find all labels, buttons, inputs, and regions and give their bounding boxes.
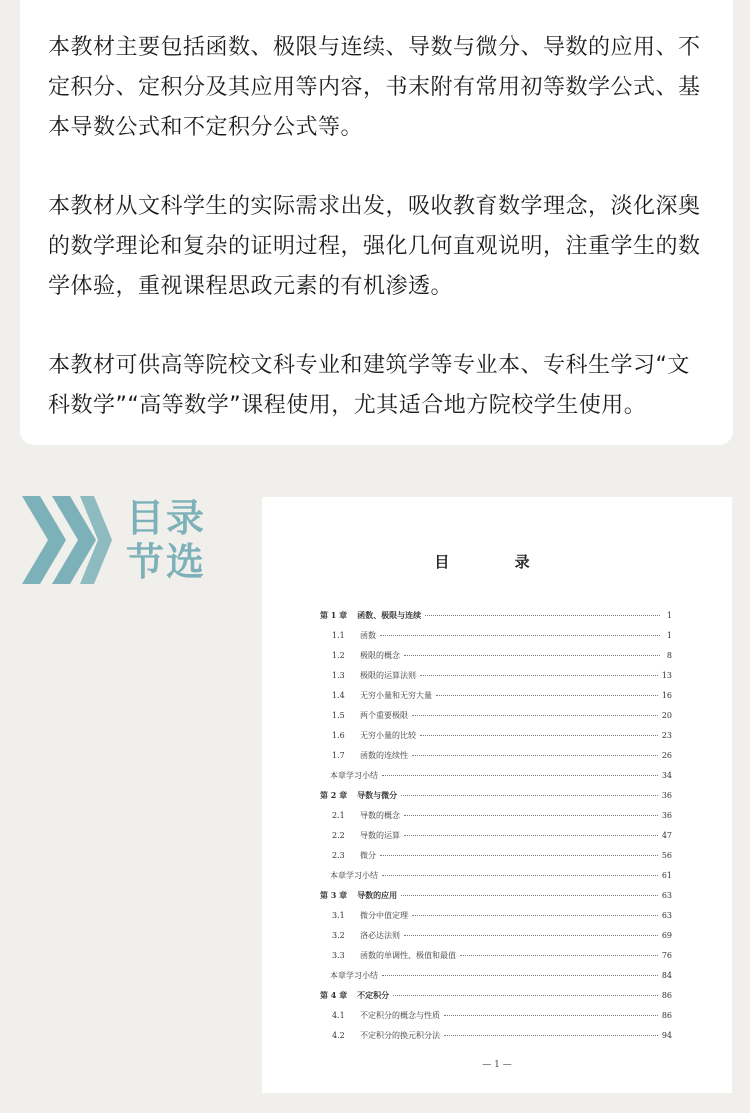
toc-page	[262, 497, 732, 1093]
toc-entry-number: 第 2 章	[320, 790, 348, 800]
toc-entry-page: 84	[661, 971, 672, 980]
toc-entry-title: 不定积分的换元积分法	[360, 1031, 440, 1040]
toc-entry-section	[320, 830, 672, 850]
toc-heading: 目 录	[434, 553, 560, 571]
toc-entry-number: 第 3 章	[320, 890, 348, 900]
toc-entry-number: 4.2	[332, 1031, 345, 1040]
toc-entry-page: 94	[661, 1031, 672, 1040]
dot-leader	[401, 795, 658, 796]
toc-entry-section	[320, 910, 672, 930]
section-header	[22, 496, 232, 586]
toc-entry-number: 1.6	[332, 731, 345, 740]
toc-entry-chapter	[320, 610, 672, 630]
toc-entry-section	[320, 650, 672, 670]
dot-leader	[404, 655, 660, 656]
dot-leader	[404, 935, 658, 936]
toc-entry-page: 76	[661, 951, 672, 960]
toc-entry-section	[320, 670, 672, 690]
toc-entry-section	[320, 750, 672, 770]
toc-entry-page: 63	[661, 911, 672, 920]
toc-entry-section	[320, 1030, 672, 1050]
toc-entry-number: 第 4 章	[320, 990, 348, 1000]
dot-leader	[393, 995, 658, 996]
dot-leader	[444, 1035, 658, 1036]
toc-entry-title: 微分	[360, 851, 376, 860]
toc-entry-section	[320, 1010, 672, 1030]
dot-leader	[404, 835, 658, 836]
page-number: — 1 —	[482, 1060, 512, 1070]
toc-entry-number: 4.1	[332, 1011, 345, 1020]
toc-entry-number: 3.2	[332, 931, 345, 940]
toc-entry-page: 34	[661, 771, 672, 780]
dot-leader	[380, 635, 660, 636]
toc-entry-number: 2.3	[332, 851, 345, 860]
toc-list	[320, 610, 672, 1050]
toc-entry-number: 1.2	[332, 651, 345, 660]
toc-entry-page: 26	[661, 751, 672, 760]
toc-entry-section	[320, 710, 672, 730]
toc-entry-page: 86	[661, 1011, 672, 1020]
dot-leader	[412, 755, 658, 756]
toc-entry-section	[320, 930, 672, 950]
dot-leader	[444, 1015, 658, 1016]
dot-leader	[380, 855, 658, 856]
toc-entry-chapter	[320, 990, 672, 1010]
toc-entry-section	[320, 730, 672, 750]
toc-entry-number: 1.7	[332, 751, 345, 760]
toc-entry-title: 无穷小量的比较	[360, 731, 416, 740]
toc-entry-page: 61	[661, 871, 672, 880]
toc-entry-number: 1.1	[332, 631, 345, 640]
intro-paragraph: 本教材可供高等院校文科专业和建筑学等专业本、专科生学习“文科数学”“高等数学”课程使用，尤其适合地方院校学生使用。	[48, 353, 690, 418]
toc-entry-chapter	[320, 790, 672, 810]
dot-leader	[404, 815, 658, 816]
toc-entry-section	[320, 810, 672, 830]
dot-leader	[420, 675, 658, 676]
toc-entry-title: 导数的应用	[357, 890, 398, 900]
dot-leader	[401, 895, 658, 896]
toc-entry-number: 3.3	[332, 951, 345, 960]
dot-leader	[460, 955, 658, 956]
toc-entry-page: 69	[661, 931, 672, 940]
toc-entry-page: 23	[661, 731, 672, 740]
dot-leader	[412, 715, 658, 716]
toc-entry-title: 本章学习小结	[330, 871, 378, 880]
section-title-line: 目录	[126, 496, 207, 540]
toc-entry-section	[320, 950, 672, 970]
toc-entry-chapter	[320, 890, 672, 910]
toc-entry-title: 导数的运算	[360, 831, 400, 840]
dot-leader	[412, 915, 658, 916]
toc-entry-page: 1	[666, 631, 672, 640]
toc-entry-summary	[320, 770, 672, 790]
intro-card	[20, 0, 733, 445]
chevron-arrows-icon	[22, 496, 112, 584]
toc-entry-number: 第 1 章	[320, 610, 348, 620]
dot-leader	[382, 875, 658, 876]
toc-entry-page: 47	[661, 831, 672, 840]
toc-entry-title: 洛必达法则	[360, 931, 400, 940]
toc-entry-page: 1	[666, 611, 672, 620]
toc-entry-page: 13	[661, 671, 672, 680]
dot-leader	[382, 975, 658, 976]
toc-entry-title: 函数	[360, 631, 376, 640]
toc-entry-number: 1.4	[332, 691, 345, 700]
toc-entry-title: 函数、极限与连续	[357, 610, 422, 620]
intro-paragraph: 本教材主要包括函数、极限与连续、导数与微分、导数的应用、不定积分、定积分及其应用等内容，书末附有常用初等数学公式、基本导数公式和不定积分公式等。	[48, 35, 701, 140]
toc-entry-section	[320, 690, 672, 710]
toc-entry-summary	[320, 870, 672, 890]
toc-entry-page: 86	[661, 991, 672, 1000]
toc-entry-number: 1.3	[332, 671, 345, 680]
toc-entry-title: 导数与微分	[357, 790, 398, 800]
toc-entry-title: 函数的单调性、极值和最值	[360, 951, 456, 960]
toc-entry-title: 极限的概念	[360, 651, 400, 660]
toc-entry-title: 本章学习小结	[330, 771, 378, 780]
toc-entry-page: 56	[661, 851, 672, 860]
intro-paragraph: 本教材从文科学生的实际需求出发，吸收教育数学理念，淡化深奥的数学理论和复杂的证明过程，强化几何直观说明，注重学生的数学体验，重视课程思政元素的有机渗透。	[48, 194, 701, 299]
dot-leader	[382, 775, 658, 776]
toc-entry-page: 20	[661, 711, 672, 720]
toc-entry-section	[320, 850, 672, 870]
toc-entry-page: 63	[661, 891, 672, 900]
toc-entry-title: 函数的连续性	[360, 751, 408, 760]
dot-leader	[420, 735, 658, 736]
toc-entry-page: 8	[666, 651, 672, 660]
toc-entry-title: 不定积分	[357, 990, 390, 1000]
dot-leader	[436, 695, 658, 696]
toc-entry-title: 微分中值定理	[360, 911, 408, 920]
toc-entry-number: 2.2	[332, 831, 345, 840]
dot-leader	[425, 615, 660, 616]
toc-entry-title: 导数的概念	[360, 811, 400, 820]
section-title	[126, 496, 226, 584]
toc-entry-title: 两个重要极限	[360, 711, 408, 720]
toc-entry-page: 36	[661, 811, 672, 820]
toc-entry-page: 36	[661, 791, 672, 800]
toc-entry-number: 1.5	[332, 711, 345, 720]
toc-entry-title: 本章学习小结	[330, 971, 378, 980]
section-title-line: 节选	[126, 540, 207, 584]
toc-entry-title: 不定积分的概念与性质	[360, 1011, 440, 1020]
toc-entry-title: 无穷小量和无穷大量	[360, 691, 432, 700]
toc-entry-summary	[320, 970, 672, 990]
toc-entry-page: 16	[661, 691, 672, 700]
toc-entry-section	[320, 630, 672, 650]
toc-entry-number: 2.1	[332, 811, 345, 820]
toc-entry-number: 3.1	[332, 911, 345, 920]
toc-entry-title: 极限的运算法则	[360, 671, 416, 680]
